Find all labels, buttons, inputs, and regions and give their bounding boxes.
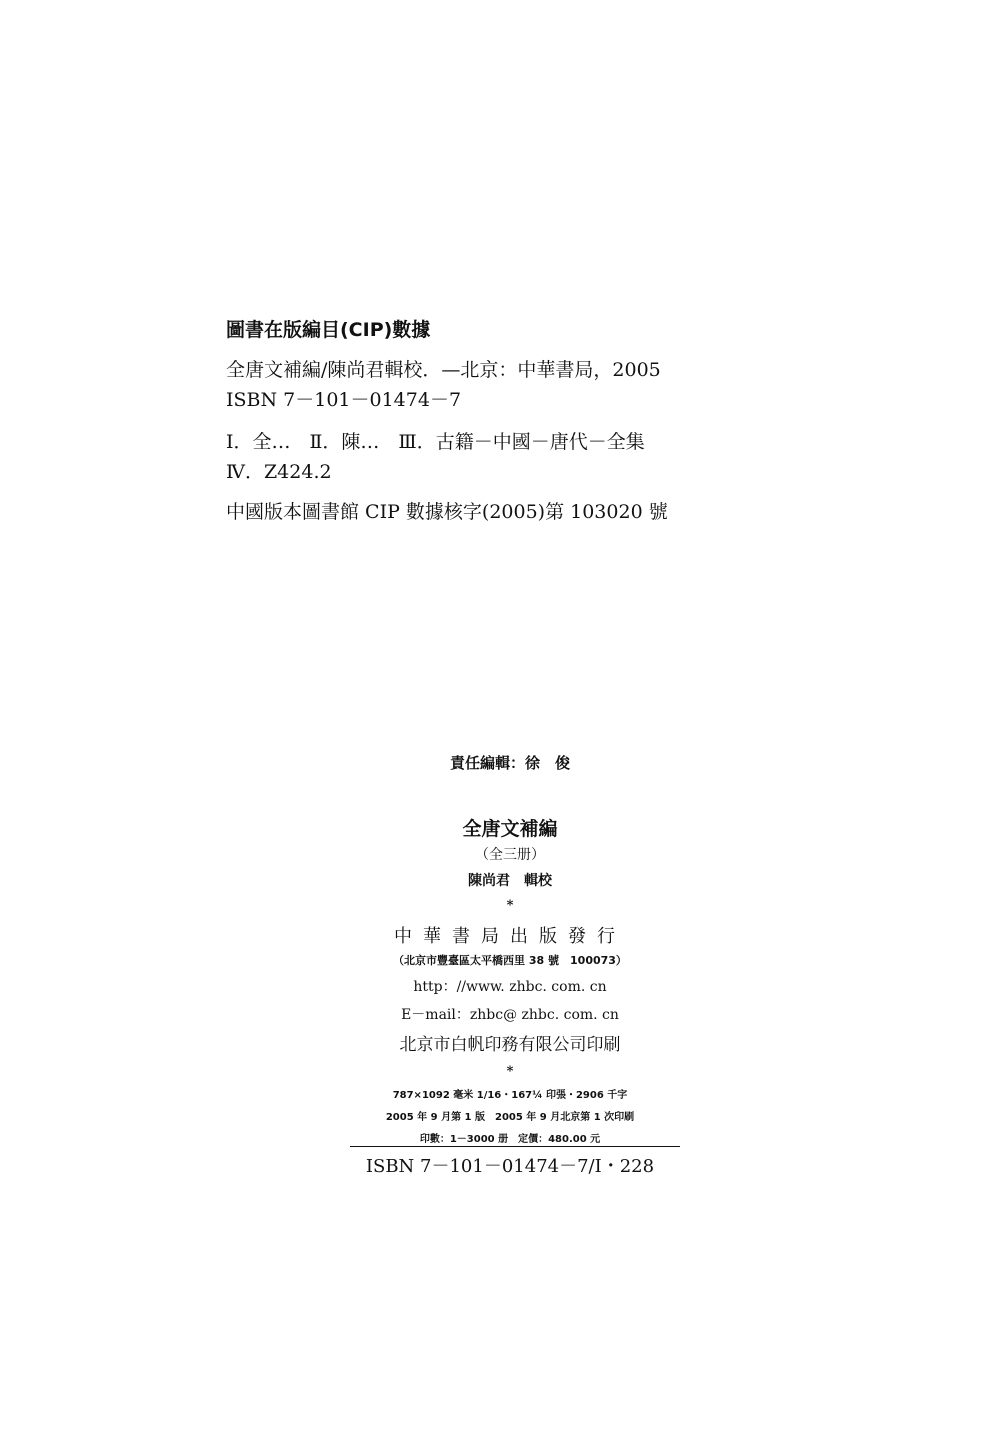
responsible-editor: 責任編輯：徐 俊 [449,754,570,772]
cip-isbn: ISBN 7－101－01474－7 [226,389,462,411]
publisher-website: http：//www. zhbc. com. cn [413,979,607,995]
cip-record: 全唐文補編/陳尚君輯校．—北京：中華書局，2005 [226,359,661,381]
full-isbn: ISBN 7－101－01474－7/I・228 [365,1156,655,1177]
cip-subjects: Ⅰ．全… Ⅱ．陳… Ⅲ．古籍－中國－唐代－全集 [226,431,645,453]
book-title: 全唐文補編 [462,818,558,840]
publisher-email: E－mail：zhbc@ zhbc. com. cn [401,1007,619,1023]
format-specs: 787×1092 毫米 1/16・167¼ 印張・2906 千字 [392,1090,628,1101]
separator-star: * [506,1064,514,1079]
compiler: 陳尚君 輯校 [468,873,552,889]
cip-heading: 圖書在版編目(CIP)數據 [226,319,431,341]
print-run-price: 印數：1－3000 册 定價：480.00 元 [419,1134,601,1145]
publisher: 中華書局出版發行 [394,926,626,947]
printer: 北京市白帆印務有限公司印刷 [399,1035,621,1055]
separator-star: * [506,898,514,913]
edition-info: 2005 年 9 月第 1 版 2005 年 9 月北京第 1 次印刷 [385,1112,635,1123]
cip-classification: Ⅳ．Z424.2 [226,461,332,483]
cip-verification: 中國版本圖書館 CIP 數據核字(2005)第 103020 號 [226,501,668,523]
divider-line [350,1146,680,1147]
volume-count: （全三册） [475,847,545,863]
publisher-address: （北京市豐臺區太平橋西里 38 號 100073） [393,954,627,967]
